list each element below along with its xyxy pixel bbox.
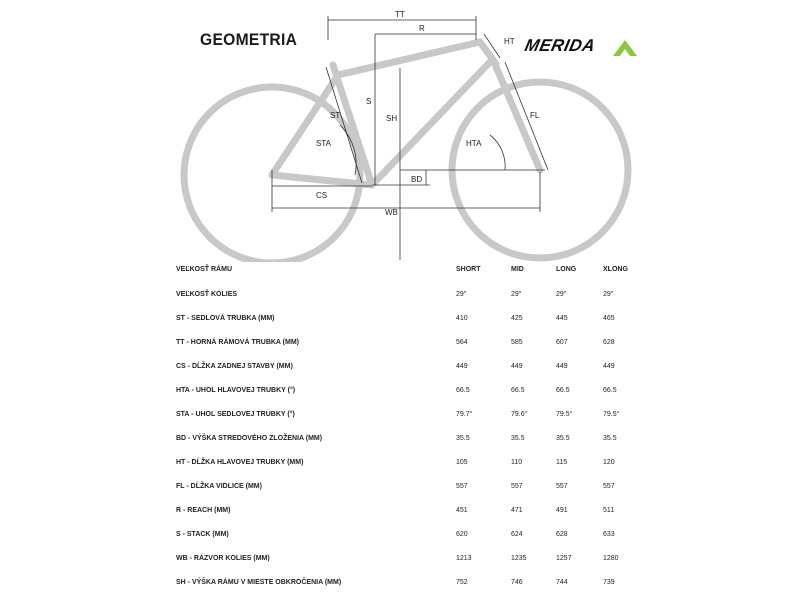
row-name: SH - VÝŠKA RÁMU V MIESTE OBKROČENIA (MM) [176, 579, 342, 586]
cell: 1280 [603, 555, 619, 562]
cell: 471 [511, 507, 523, 514]
table-row [176, 291, 636, 305]
cell: 79.5° [556, 411, 573, 418]
table-row [176, 483, 636, 497]
label-s: S [366, 97, 372, 106]
label-sh: SH [386, 114, 398, 123]
table-row [176, 507, 636, 521]
cell: 35.5 [556, 435, 570, 442]
header-short: SHORT [456, 266, 481, 273]
cell: 557 [511, 483, 523, 490]
row-name: HTA - UHOL HLAVOVEJ TRUBKY (°) [176, 387, 296, 394]
header-mid: MID [511, 266, 524, 273]
cell: 624 [511, 531, 523, 538]
cell: 29" [456, 291, 467, 298]
cell: 752 [456, 579, 468, 586]
table-row [176, 531, 636, 545]
header-xlong: XLONG [603, 266, 628, 273]
row-name: ST - SEDLOVÁ TRUBKA (MM) [176, 315, 275, 322]
row-name: S - STACK (MM) [176, 531, 229, 538]
cell: 110 [511, 459, 523, 466]
cell: 491 [556, 507, 568, 514]
cell: 29" [603, 291, 614, 298]
geometry-diagram [0, 0, 800, 262]
cell: 449 [603, 363, 615, 370]
table-row [176, 315, 636, 329]
cell: 35.5 [456, 435, 470, 442]
cell: 115 [556, 459, 568, 466]
row-name: WB - RÁZVOR KOLIES (MM) [176, 555, 270, 562]
cell: 628 [556, 531, 568, 538]
row-name: BD - VÝŠKA STREDOVÉHO ZLOŽENIA (MM) [176, 435, 323, 442]
cell: 79.6° [511, 411, 528, 418]
cell: 29" [511, 291, 522, 298]
cell: 449 [556, 363, 568, 370]
label-sta: STA [316, 139, 331, 148]
label-tt: TT [395, 10, 405, 19]
cell: 607 [556, 339, 568, 346]
table-row [176, 339, 636, 353]
row-name: CS - DĹŽKA ZADNEJ STAVBY (MM) [176, 363, 293, 370]
cell: 1235 [511, 555, 527, 562]
cell: 425 [511, 315, 523, 322]
label-r: R [419, 24, 425, 33]
cell: 1257 [556, 555, 572, 562]
cell: 1213 [456, 555, 472, 562]
row-name: R - REACH (MM) [176, 507, 231, 514]
cell: 746 [511, 579, 523, 586]
row-name: FL - DĹŽKA VIDLICE (MM) [176, 483, 262, 490]
row-name: STA - UHOL SEDLOVEJ TRUBKY (°) [176, 411, 295, 418]
cell: 557 [603, 483, 615, 490]
logo-wordmark: MERIDA [523, 36, 598, 55]
bike-frame [272, 42, 540, 185]
label-ht: HT [504, 37, 515, 46]
cell: 66.5 [603, 387, 617, 394]
cell: 445 [556, 315, 568, 322]
row-name: HT - DĹŽKA HLAVOVEJ TRUBKY (MM) [176, 459, 304, 466]
cell: 35.5 [511, 435, 525, 442]
table-row [176, 435, 636, 449]
cell: 105 [456, 459, 468, 466]
cell: 744 [556, 579, 568, 586]
cell: 66.5 [511, 387, 525, 394]
cell: 511 [603, 507, 615, 514]
cell: 66.5 [556, 387, 570, 394]
cell: 628 [603, 339, 615, 346]
cell: 29" [556, 291, 567, 298]
table-row [176, 579, 636, 593]
label-fl: FL [530, 111, 540, 120]
cell: 79.5° [603, 411, 620, 418]
measurement-lines [272, 16, 548, 260]
cell: 79.7° [456, 411, 473, 418]
cell: 633 [603, 531, 615, 538]
label-st: ST [330, 111, 341, 120]
table-row [176, 363, 636, 377]
cell: 557 [456, 483, 468, 490]
cell: 410 [456, 315, 468, 322]
row-name: TT - HORNÁ RÁMOVÁ TRUBKA (MM) [176, 339, 299, 346]
cell: 465 [603, 315, 615, 322]
page-title: GEOMETRIA [200, 30, 298, 49]
table-row [176, 387, 636, 401]
cell: 66.5 [456, 387, 470, 394]
cell: 564 [456, 339, 468, 346]
cell: 449 [456, 363, 468, 370]
label-cs: CS [316, 191, 328, 200]
table-row [176, 459, 636, 473]
cell: 35.5 [603, 435, 617, 442]
label-hta: HTA [466, 139, 482, 148]
header-long: LONG [556, 266, 577, 273]
cell: 451 [456, 507, 468, 514]
cell: 557 [556, 483, 568, 490]
cell: 585 [511, 339, 523, 346]
label-wb: WB [385, 208, 398, 217]
table-row [176, 555, 636, 569]
cell: 739 [603, 579, 615, 586]
cell: 449 [511, 363, 523, 370]
label-bd: BD [411, 175, 423, 184]
table-header [176, 266, 636, 280]
cell: 620 [456, 531, 468, 538]
row-name: VEĽKOSŤ KOLIES [176, 291, 238, 298]
header-size: VEĽKOSŤ RÁMU [176, 266, 232, 273]
cell: 120 [603, 459, 615, 466]
table-row [176, 411, 636, 425]
